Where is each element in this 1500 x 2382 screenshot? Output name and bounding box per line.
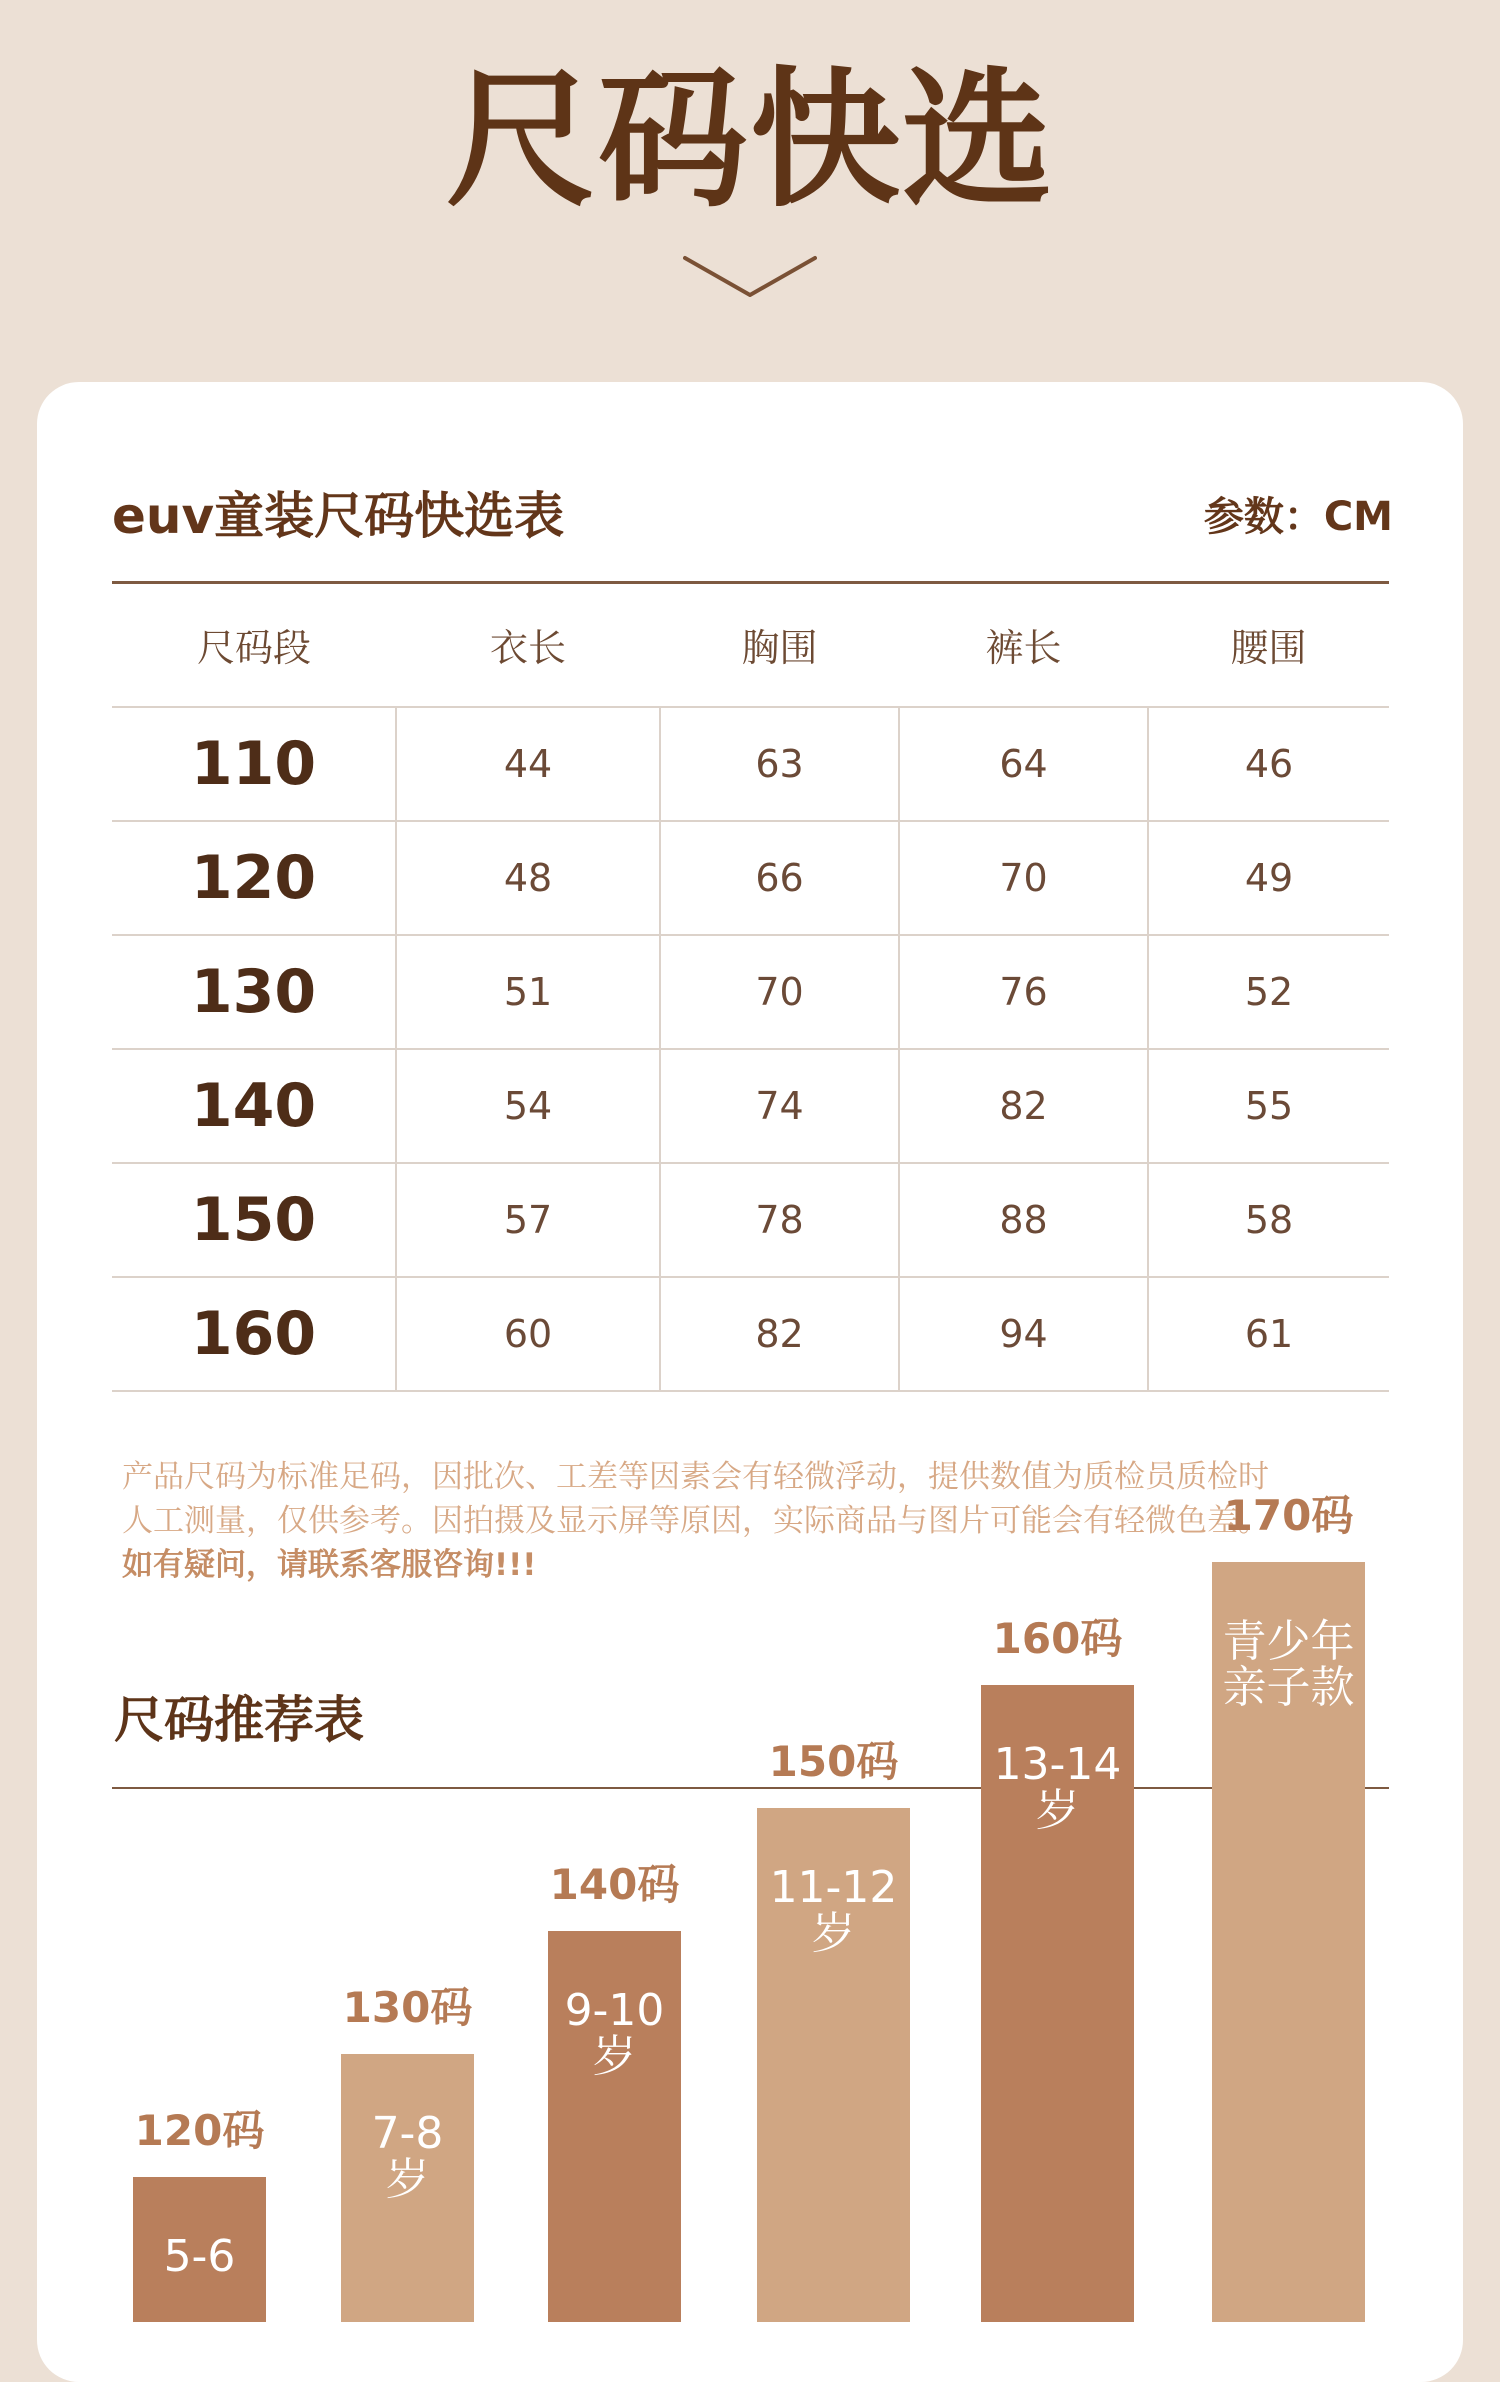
- chart-value-label: 150码: [768, 1737, 899, 1786]
- chart-category-label: 5-6: [163, 2231, 236, 2282]
- table-cell: 64: [899, 707, 1148, 821]
- size-cell: 110: [112, 707, 396, 821]
- table-cell: 49: [1148, 821, 1389, 935]
- table-cell: 74: [660, 1049, 899, 1163]
- table-cell: 46: [1148, 707, 1389, 821]
- size-cell: 150: [112, 1163, 396, 1277]
- table-cell: 51: [396, 935, 660, 1049]
- table-cell: 55: [1148, 1049, 1389, 1163]
- chart-category-label: 岁: [385, 2154, 430, 2205]
- table-cell: 70: [660, 935, 899, 1049]
- table-cell: 82: [899, 1049, 1148, 1163]
- unit-label: 参数：CM: [1203, 494, 1393, 540]
- chart-value-label: 170码: [1223, 1491, 1354, 1540]
- chart-category-label: 青少年: [1222, 1616, 1355, 1667]
- column-header: 尺码段: [112, 582, 396, 707]
- chevron-down-icon: [683, 255, 817, 299]
- column-header: 衣长: [396, 582, 660, 707]
- table-cell: 70: [899, 821, 1148, 935]
- column-header: 胸围: [660, 582, 899, 707]
- chart-value-label: 130码: [342, 1983, 473, 2032]
- note-line: 人工测量，仅供参考。因拍摄及显示屏等原因，实际商品与图片可能会有轻微色差。: [122, 1503, 1269, 1539]
- chart-category-label: 9-10: [564, 1985, 665, 2036]
- table-cell: 63: [660, 707, 899, 821]
- table-cell: 94: [899, 1277, 1148, 1391]
- chart-category-label: 岁: [811, 1908, 856, 1959]
- table-cell: 82: [660, 1277, 899, 1391]
- recommend-bar-chart: [37, 382, 1463, 2322]
- table-cell: 44: [396, 707, 660, 821]
- table-cell: 60: [396, 1277, 660, 1391]
- size-cell: 140: [112, 1049, 396, 1163]
- chart-value-label: 160码: [992, 1614, 1123, 1663]
- column-header: 裤长: [899, 582, 1148, 707]
- chart-category-label: 岁: [1035, 1785, 1080, 1836]
- column-header: 腰围: [1148, 582, 1389, 707]
- chart-category-label: 13-14: [993, 1739, 1122, 1790]
- recommend-title: 尺码推荐表: [114, 1691, 364, 1749]
- chart-category-label: 7-8: [371, 2108, 444, 2159]
- table-cell: 76: [899, 935, 1148, 1049]
- chart-category-label: 亲子款: [1222, 1662, 1355, 1713]
- table-cell: 48: [396, 821, 660, 935]
- note-contact-line: 如有疑问，请联系客服咨询!!!: [122, 1547, 537, 1583]
- page-title: 尺码快选: [445, 54, 1054, 228]
- size-cell: 160: [112, 1277, 396, 1391]
- table-cell: 52: [1148, 935, 1389, 1049]
- table-cell: 54: [396, 1049, 660, 1163]
- chart-category-label: 11-12: [769, 1862, 898, 1913]
- table-cell: 58: [1148, 1163, 1389, 1277]
- size-cell: 120: [112, 821, 396, 935]
- table-cell: 57: [396, 1163, 660, 1277]
- size-cell: 130: [112, 935, 396, 1049]
- note-line: 产品尺码为标准足码，因批次、工差等因素会有轻微浮动，提供数值为质检员质检时: [122, 1459, 1269, 1495]
- size-card: [37, 382, 1463, 2382]
- table-cell: 61: [1148, 1277, 1389, 1391]
- table-cell: 66: [660, 821, 899, 935]
- chart-value-label: 140码: [549, 1860, 680, 1909]
- chart-value-label: 120码: [134, 2106, 265, 2155]
- table-cell: 78: [660, 1163, 899, 1277]
- chart-category-label: 岁: [592, 2031, 637, 2082]
- table-cell: 88: [899, 1163, 1148, 1277]
- quick-table-title: euv童装尺码快选表: [112, 487, 565, 545]
